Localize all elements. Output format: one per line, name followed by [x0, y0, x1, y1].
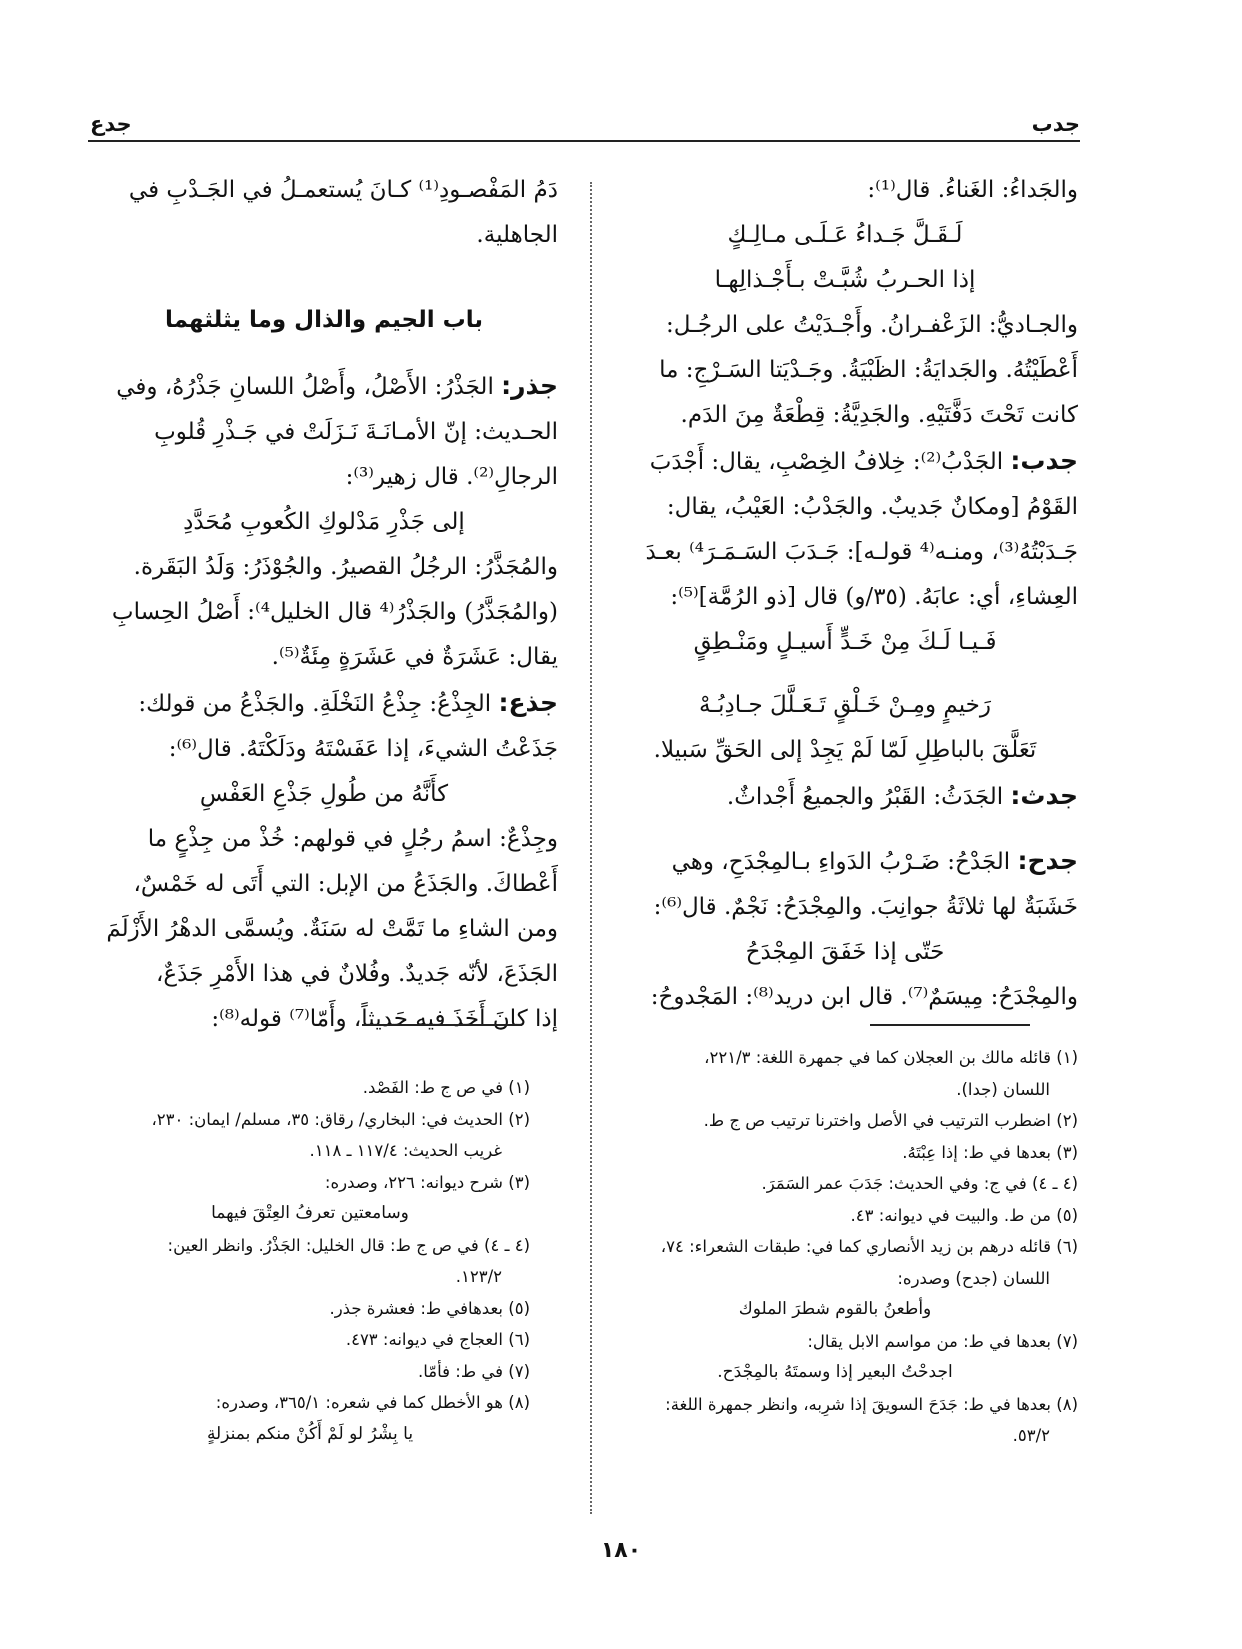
text-line: أَعْطاكَ. والجَذَعُ من الإبل: التي أَتَى له خَمْسٌ،: [133, 871, 558, 897]
text-line: الجاهلية.: [476, 222, 558, 248]
verse-line: لَـقَـلَّ جَـداءُ عَـلَـى مـالِـكٍ: [727, 222, 963, 248]
section-title: باب الجيم والذال وما يثلثهما: [164, 307, 484, 333]
text-line: جَـدَبْتُهُ⁽³⁾، ومنـه⁽⁴ قولـه]: جَـدَبَ السَـمَـرَ⁴⁾ بعـدَ: [645, 539, 1078, 565]
footnote-verse: اجدحْتُ البعير إذا وسمتَهُ بالمِجْدَح.: [717, 1362, 953, 1382]
text-line: كانت تَحْتَ دَفَّتَيْهِ. والجَدِيَّةُ: قِطْعَةٌ مِنَ الدَم.: [680, 402, 1078, 428]
footnote: (٦) قائله درهم بن زيد الأنصاري كما في: طبقات الشعراء: ٧٤،: [660, 1237, 1078, 1256]
footnote: (١) في ص ج ط: الفَصْد.: [362, 1078, 530, 1097]
footnote: (٨) بعدها في ط: جَدَحَ السويقَ إذا شرِبه، وانظر جمهرة اللغة:: [665, 1394, 1078, 1414]
text-line: وجِذْعٌ: اسمُ رجُلٍ في قولهم: خُذْ من جِذْعٍ ما: [147, 826, 558, 852]
page-number: ١٨٠: [600, 1538, 642, 1563]
text-line: والمُجَذَّرُ: الرجُلُ القصيرُ. والجُوْذَرُ: وَلَدُ البَقَرة.: [133, 554, 558, 580]
footnote: (٧) في ط: فأمّا.: [418, 1361, 530, 1381]
entry-jdhr: [90, 363, 558, 410]
verse-line: تَعَلَّقَ بالباطِلِ لَمّا لَمْ يَجِدْ إلى الحَقِّ سَبيلا.: [653, 737, 1037, 763]
entry-text: الجِذْعُ: جِذْعُ النَخْلَةِ. والجَذْعُ من قولك:: [138, 691, 499, 717]
entry-headword: جذر:: [501, 371, 558, 400]
entry-jdb: [612, 438, 1078, 485]
footnote-rule-right: [870, 1024, 1030, 1026]
text-line: الرجالِ⁽²⁾. قال زهير⁽³⁾:: [345, 464, 558, 490]
entry-text: الجَدْحُ: ضَـرْبُ الدَواءِ بـالمِجْدَحِ، وهي: [671, 849, 1018, 875]
footnote: (٤ ـ ٤) في ص ج ط: قال الخليل: الجَذْرُ. وانظر العين:: [167, 1235, 530, 1255]
footnote: (٦) العجاج في ديوانه: ٤٧٣.: [345, 1330, 530, 1349]
verse-line: إلى جَذْرِ مَدْلوكِ الكُعوبِ مُحَدَّدِ: [183, 509, 465, 535]
footnote: (٤ ـ ٤) في ج: وفي الحديث: جَدَبَ عمر السَمَرَ.: [761, 1174, 1078, 1193]
text-line: دَمُ المَفْصـودِ⁽¹⁾ كـانَ يُستعمـلُ في الجَـدْبِ في: [128, 177, 558, 203]
entry-jdha: [90, 680, 558, 727]
footnote: (٢) اضطرب الترتيب في الأصل واخترنا ترتيب ص ج ط.: [703, 1111, 1078, 1130]
footnote: اللسان (جدا).: [956, 1079, 1050, 1099]
text-line: يقال: عَشَرَةٌ في عَشَرَةٍ مِئَةٌ⁽⁵⁾.: [271, 644, 558, 670]
footnote-verse: يا بِشْرُ لو لَمْ أَكُنْ منكم بمنزلةٍ: [206, 1423, 414, 1444]
footnote-rule-left: [362, 1024, 522, 1026]
footnote: (٧) بعدها في ط: من مواسم الابل يقال:: [807, 1331, 1078, 1351]
footnote: (٨) هو الأخطل كما في شعره: ٣٦٥/١، وصدره:: [215, 1393, 530, 1412]
text-line: أَعْطَيْتُهُ. والجَدايَةُ: الظَبْيَةُ. وجَـدْيَتا السَـرْجِ: ما: [659, 357, 1078, 383]
footnote: (٣) شرح ديوانه: ٢٢٦، وصدره:: [324, 1172, 530, 1192]
footnote-verse: وسامعتين تعرفُ العِتْقَ فيهما: [211, 1203, 409, 1223]
footnote: (١) قائله مالك بن العجلان كما في جمهرة اللغة: ٢٢١/٣،: [704, 1048, 1078, 1067]
entry-headword: جذع:: [498, 688, 558, 717]
running-head-right: جدب: [1031, 112, 1080, 136]
footnotes-left: [90, 1072, 530, 1450]
text-line: جَذَعْتُ الشيءَ، إذا عَفَسْتَهُ ودَلَكْتَهُ. قال⁽⁶⁾:: [168, 736, 558, 762]
entry-headword: جدب:: [1010, 446, 1078, 475]
verse-line: رَخيمٍ ومِـنْ خَـلْقٍ تَـعَـلَّلَ جـادِبُـهْ: [699, 692, 991, 718]
footnotes-right: [592, 1042, 1078, 1452]
text-line: الجَذَعَ، لأنّه جَديدٌ. وفُلانٌ في هذا الأَمْرِ جَذَعٌ،: [156, 961, 558, 987]
entry-text: الجَذْرُ: الأَصْلُ، وأَصْلُ اللسانِ جَذْرُهُ، وفي: [116, 374, 502, 400]
text-line: العِشاءِ، أي: عابَهُ. (٣٥/و) قال [ذو الرُمَّة]⁽⁵⁾:: [670, 584, 1078, 610]
text-line: الحـديث: إنّ الأمـانَـةَ نَـزَلَتْ في جَـذْرِ قُلوبِ: [154, 419, 558, 445]
running-head-left: جدع: [90, 112, 132, 136]
footnote: غريب الحديث: ١١٧/٤ ـ ١١٨.: [309, 1141, 502, 1160]
right-column: [612, 168, 1078, 1020]
left-column: [90, 168, 558, 1042]
footnote: (٥) من ط. والبيت في ديوانه: ٤٣.: [850, 1205, 1078, 1225]
footnote: ٥٣/٢.: [1012, 1426, 1050, 1445]
footnote: اللسان (جدح) وصدره:: [897, 1268, 1050, 1288]
text-line: خَشَبَةٌ لها ثلاثَةُ جوانِبَ. والمِجْدَحُ: نَجْمٌ. قال⁽⁶⁾:: [653, 894, 1078, 920]
entry-jdth: [612, 773, 1078, 820]
entry-text: الجَدْبُ⁽²⁾: خِلافُ الخِصْبِ، يقال: أَجْدَبَ: [649, 449, 1011, 475]
text-line: (والمُجَذَّرُ) والجَذْرُ⁽⁴ قال الخليل⁴⁾: أَصْلُ الحِسابِ: [111, 599, 558, 625]
verse-line: كأَنَّهُ من طُولِ جَذْعِ العَفْسِ: [199, 781, 449, 807]
footnote-verse: وأطعنُ بالقوم شطرَ الملوك: [738, 1299, 932, 1319]
entry-text: الجَدَثُ: القَبْرُ والجميعُ أَجْداثٌ.: [726, 784, 1011, 810]
text-line: والجـاديُّ: الزَعْفـرانُ. وأَجْـدَيْتُ على الرجُـل:: [665, 312, 1078, 338]
text-line: القَوْمُ [ومكانٌ جَديبٌ. والجَدْبُ: العَيْبُ، يقال:: [666, 494, 1078, 520]
text-line: ومن الشاءِ ما تَمَّتْ له سَنَةٌ. ويُسمَّى الدهْرُ الأَزْلَمَ: [106, 916, 558, 942]
footnote: (٥) بعدهافي ط: فعشرة جذر.: [329, 1298, 530, 1318]
entry-headword: جدث:: [1010, 781, 1078, 810]
text-line: والمِجْدَحُ: مِيسَمٌ⁽⁷⁾. قال ابن دريد⁽⁸⁾: المَجْدوحُ:: [650, 984, 1078, 1010]
text-line: إذا كانَ أَخَذَ فيه حَديثاً، وأَمّا⁽⁷⁾ قوله⁽⁸⁾:: [211, 1006, 558, 1032]
verse-line: فَـيـا لَـكَ مِنْ خَـدٍّ أَسيـلٍ ومَنْـطِقٍ: [693, 629, 997, 655]
entry-headword: جدح:: [1017, 846, 1078, 875]
footnote: (٢) الحديث في: البخاري/ رقاق: ٣٥، مسلم/ ايمان: ٢٣٠،: [151, 1109, 530, 1129]
footnote: ١٢٣/٢.: [455, 1267, 502, 1286]
verse-line: حَتّى إذا خَفَقَ المِجْدَحُ: [745, 939, 945, 965]
text-line: والجَداءُ: الغَناءُ. قال⁽¹⁾:: [867, 177, 1078, 203]
header-rule: [88, 140, 1080, 142]
footnote: (٣) بعدها في ط: إذا عِبْتَهُ.: [902, 1142, 1078, 1162]
verse-line: إذا الحـربُ شُبَّـتْ بـأَجْـذالِهـا: [714, 267, 976, 293]
entry-jdh: [612, 838, 1078, 885]
